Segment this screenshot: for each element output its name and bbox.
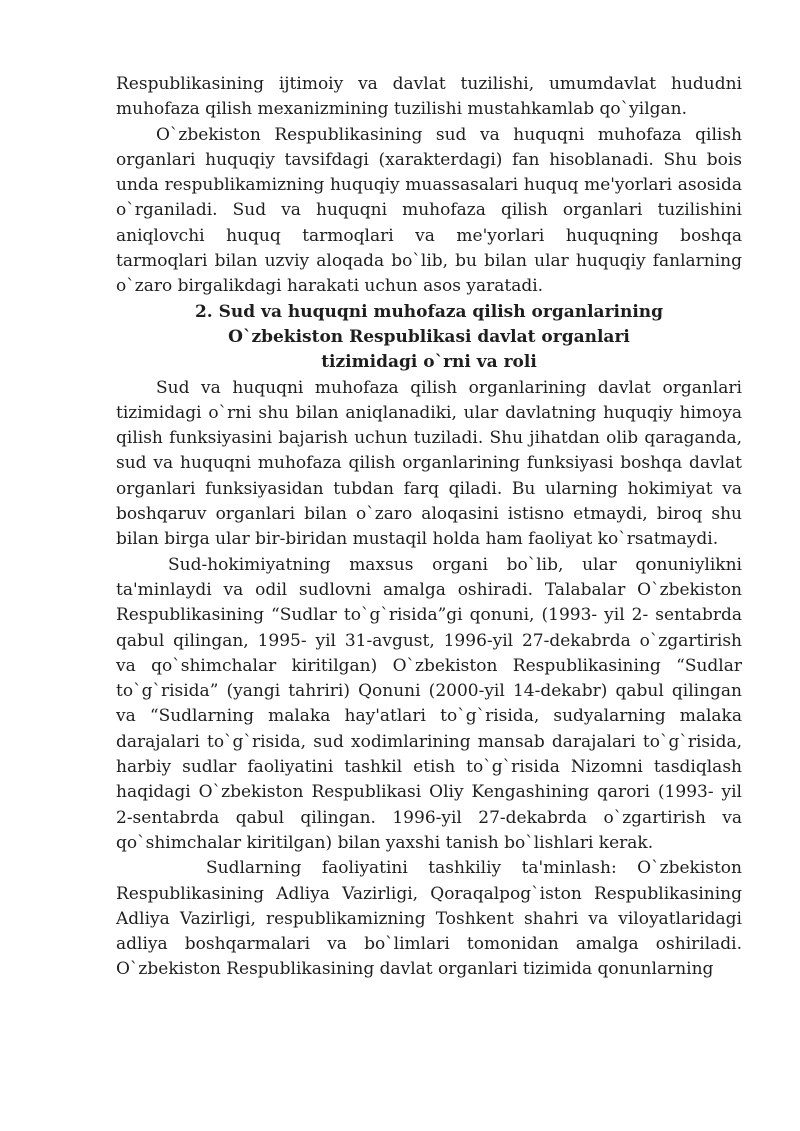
section-heading-line-1: 2. Sud va huquqni muhofaza qilish organlarining xyxy=(194,301,664,322)
paragraph-intro-continuation: Respublikasining ijtimoiy va davlat tuzilishi, umumdavlat hududni muhofaza qilish mexanizmining tuzilishi mustahkamlab qo`yilgan. xyxy=(116,74,742,120)
paragraph-role-in-state-system: Sud va huquqni muhofaza qilish organlarining davlat organlari tizimidagi o`rni shu bilan aniqlanadiki, ular davlatning huquqiy himoya qilish funksiyasini bajarish uchun tuziladi. Shu jihatdan olib qaraganda, sud va huquqni muhofaza qilish organlarining funksiyasi boshqa davlat organlari funksiyasidan tubdan farq qiladi. Bu ularning hokimiyat va boshqaruv organlari bilan o`zaro aloqasini istisno etmaydi, biroq shu bilan birga ular bir-biridan mustaqil holda ham faoliyat ko`rsatmaydi. xyxy=(116,377,742,550)
section-heading-line-2: O`zbekiston Respublikasi davlat organlari xyxy=(228,326,630,347)
section-heading-line-3: tizimidagi o`rni va roli xyxy=(321,352,537,373)
section-heading xyxy=(116,300,742,376)
paragraph-subject-description: O`zbekiston Respublikasining sud va huquqni muhofaza qilish organlari huquqiy tavsifdagi (xarakterdagi) fan hisoblanadi. Shu bois unda respublikamizning huquqiy muassasalari huquq me'yorlari asosida o`rganiladi. Sud va huquqni muhofaza qilish organlari tuzilishini aniqlovchi huquq tarmoqlari va me'yorlari huquqning boshqa tarmoqlari bilan uzviy aloqada bo`lib, bu bilan ular huquqiy fanlarning o`zaro birgalikdagi harakati uchun asos yaratadi. xyxy=(116,124,742,297)
document-page xyxy=(116,72,742,983)
paragraph-judicial-authority: Sud-hokimiyatning maxsus organi bo`lib, ular qonuniylikni ta'minlaydi va odil sudlovni amalga oshiradi. Talabalar O`zbekiston Respublikasining “Sudlar to`g`risida”gi qonuni, (1993- yil 2- sentabrda qabul qilingan, 1995- yil 31-avgust, 1996-yil 27-dekabrda o`zgartirish va qo`shimchalar kiritilgan) O`zbekiston Respublikasining “Sudlar to`g`risida” (yangi tahriri) Qonuni (2000-yil 14-dekabr) qabul qilingan va “Sudlarning malaka hay'atlari to`g`risida, sudyalarning malaka darajalari to`g`risida, sud xodimlarining mansab darajalari to`g`risida, harbiy sudlar faoliyatini tashkil etish to`g`risida Nizomni tasdiqlash haqidagi O`zbekiston Respublikasi Oliy Kengashining qarori (1993- yil 2-sentabrda qabul qilingan. 1996-yil 27-dekabrda o`zgartirish va qo`shimchalar kiritilgan) bilan yaxshi tanish bo`lishlari kerak. xyxy=(116,554,742,853)
paragraph-organizational-support: Sudlarning faoliyatini tashkiliy ta'minlash: O`zbekiston Respublikasining Adliya Vazirligi, Qoraqalpog`iston Respublikasining Adliya Vazirligi, respublikamizning Toshkent shahri va viloyatlaridagi adliya boshqarmalari va bo`limlari tomonidan amalga oshiriladi. O`zbekiston Respublikasining davlat organlari tizimida qonunlarning xyxy=(116,858,742,980)
